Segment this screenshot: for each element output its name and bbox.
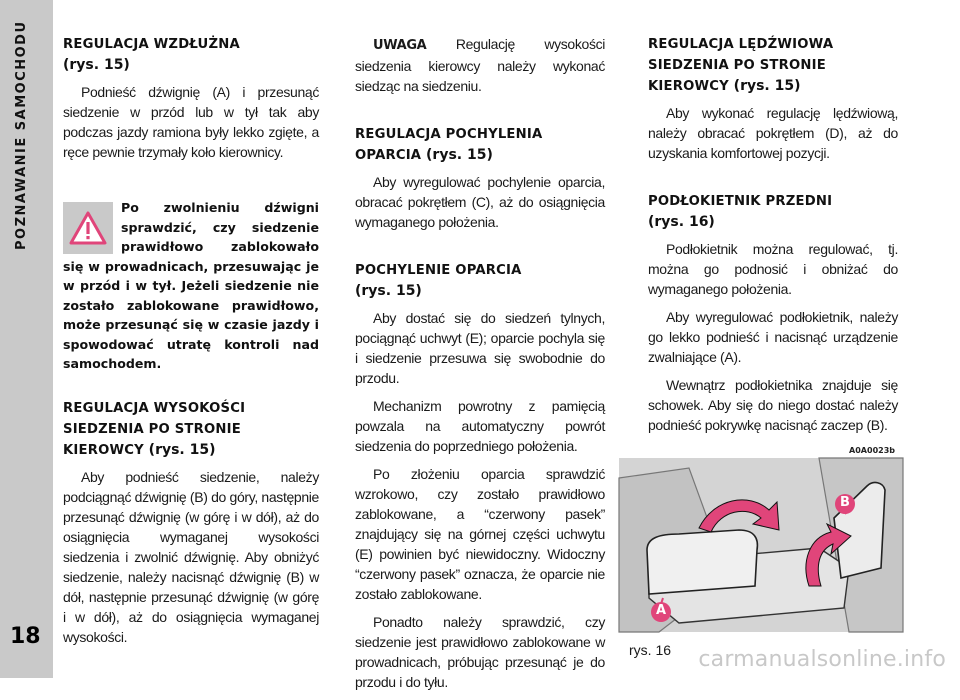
heading-seat-height: REGULACJA WYSOKOŚCI SIEDZENIA PO STRONIE KIEROWCY (rys. 15) xyxy=(63,401,246,458)
paragraph: Ponadto należy sprawdzić, czy siedzenie jest prawidłowo zablokowane w prowadnicach, próbując przesunąć je do przodu i do tyłu. xyxy=(355,614,605,690)
callout-a: A xyxy=(655,603,667,618)
paragraph: Podłokietnik można regulować, tj. można go podnosić i obniżać do wymaganego położenia. xyxy=(648,241,898,297)
figure-armrest xyxy=(619,446,903,668)
paragraph: Aby podnieść siedzenie, należy podciągnąć dźwignię (B) do góry, następnie przesunąć dźwignię (w górę i w dół), aż do osiągnięcia wymaganej wysokości siedzenia i zwolnić dźwignię. Aby obniżyć siedzenie, należy nacisnąć dźwignię (B) w dół, następnie przesunąć dźwignię (w górę i w dół), aż do osiągnięcia wymaganej wysokości. xyxy=(63,469,319,645)
warning-icon xyxy=(63,202,113,254)
heading-backrest-tilt: REGULACJA POCHYLENIA OPARCIA (rys. 15) xyxy=(355,127,543,163)
note-label: UWAGA xyxy=(373,38,427,53)
paragraph: Po złożeniu oparcia sprawdzić wzrokowo, czy zostało prawidłowo zablokowane, a “czerwony pasek” znajdujący się na górnej części uchwytu (E) powinien być niewidoczny. Widoczny “czerwony pasek” oznacza, że oparcie nie zostało zablokowane. xyxy=(355,466,605,602)
note xyxy=(355,34,605,96)
paragraph: Aby wykonać regulację lędźwiową, należy obracać pokrętłem (D), aż do uzyskania komfortowej pozycji. xyxy=(648,105,898,161)
heading-longitudinal-adjustment: REGULACJA WZDŁUŻNA (rys. 15) xyxy=(63,37,240,73)
column-3 xyxy=(648,34,898,443)
figure-caption: rys. 16 xyxy=(629,642,672,658)
callout-b: B xyxy=(840,495,850,510)
sidebar xyxy=(0,0,53,678)
warning-box xyxy=(63,198,319,398)
heading-front-armrest: PODŁOKIETNIK PRZEDNI (rys. 16) xyxy=(648,194,833,230)
heading-lumbar-adjustment: REGULACJA LĘDŹWIOWA SIEDZENIA PO STRONIE KIEROWCY (rys. 15) xyxy=(648,37,834,94)
note-text: Regulację wysokości siedzenia kierowcy należy wykonać siedząc na siedzeniu. xyxy=(355,36,606,94)
watermark-url: carmanualsonline.info xyxy=(698,647,946,672)
page-number: 18 xyxy=(10,624,41,649)
section-title: POZNAWANIE SAMOCHODU xyxy=(14,20,29,250)
warning-text: Po zwolnieniu dźwigni sprawdzić, czy siedzenie prawidłowo zablokowało się w prowadnicach, przesuwając je w przód i w tył. Jeżeli siedzenie nie zostało zablokowane prawidłowo, może przesunąć się w czasie jazdy i spowodować utratę kontroli nad samochodem. xyxy=(63,200,319,371)
armrest-illustration xyxy=(619,458,903,632)
paragraph: Wewnątrz podłokietnika znajduje się schowek. Aby się do niego dostać należy podnieść pokrywkę nacisnąć zaczep (B). xyxy=(648,377,898,433)
paragraph: Aby wyregulować podłokietnik, należy go lekko podnieść i nacisnąć urządzenie zwalniające (A). xyxy=(648,309,898,365)
paragraph: Podnieść dźwignię (A) i przesunąć siedzenie w przód lub w tył tak aby podczas jazdy ramiona były lekko zgięte, a ręce pewnie trzymały koło kierownicy. xyxy=(63,84,319,160)
figure-code: A0A0023b xyxy=(849,446,895,455)
paragraph: Mechanizm powrotny z pamięcią powzala na automatyczny powrót siedzenia do poprzedniego położenia. xyxy=(355,398,605,454)
paragraph: Aby dostać się do siedzeń tylnych, pociągnąć uchwyt (E); oparcie pochyla się i siedzenie przesuwa się swobodnie do przodu. xyxy=(355,310,605,386)
column-1 xyxy=(63,34,319,655)
heading-backrest-fold: POCHYLENIE OPARCIA (rys. 15) xyxy=(355,263,522,299)
paragraph: Aby wyregulować pochylenie oparcia, obracać pokrętłem (C), aż do osiągnięcia wymaganego położenia. xyxy=(355,174,605,230)
column-2 xyxy=(355,34,605,700)
